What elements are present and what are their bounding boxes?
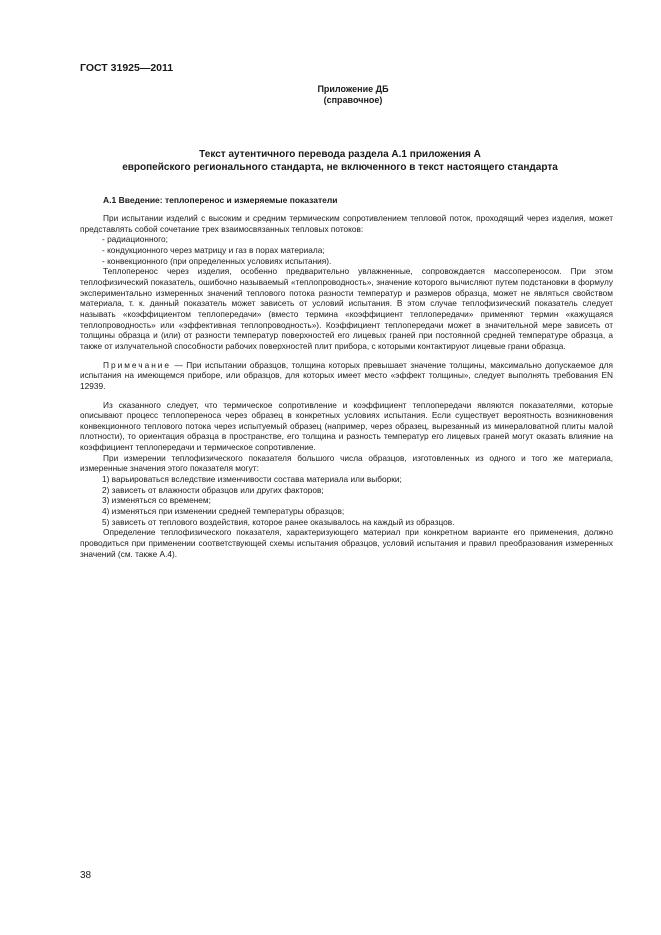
list-item: 2) зависеть от влажности образцов или других факторов; <box>102 484 324 495</box>
variation-list <box>80 474 613 527</box>
paragraph-definition: Определение теплофизического показателя, характеризующего материал при конкретном варианте его применения, должно проводиться при применении соответствующей схемы испытания образцов, условий испытания и правил преобразования измеренных значений (см. также А.4). <box>80 527 613 559</box>
page-number: 38 <box>80 870 92 881</box>
list-item: 4) изменяться при изменении средней температуры образцов; <box>102 506 345 517</box>
body-text <box>80 213 613 559</box>
note <box>80 360 613 392</box>
paragraph-conclusion: Из сказанного следует, что термическое сопротивление и коэффициент теплопередачи являются показателями, которые описывают процесс теплопереноса через образец в конкретных условиях испытания. Если существует вероятность возникновения конвекционного теплового потока через испытуемый образец (например, через образец, вырезанный из минераловатной плиты малой плотности), то ориентация образца в пространстве, его толщина и разность температур его лицевых граней могут оказать влияние на коэффициент теплопередачи и термическое сопротивление. <box>80 399 613 453</box>
list-item: - конвекционного (при определенных условиях испытания). <box>102 255 332 266</box>
title-line-2: европейского регионального стандарта, не включенного в текст настоящего стандарта <box>122 162 558 173</box>
list-item: 3) изменяться со временем; <box>102 495 211 506</box>
note-label: Примечание <box>103 359 172 370</box>
appendix-heading <box>0 84 661 106</box>
list-item: - кондукционного через матрицу и газ в порах материала; <box>102 244 325 255</box>
note-text: — При испытании образцов, толщина которых превышает значение толщины, максимально допускаемое для испытания на имеющемся приборе, или образцов, для которых имеет место «эффект толщины», следует выполнять требования EN 12939. <box>80 359 613 391</box>
list-item: 1) варьироваться вследствие изменчивости состава материала или выборки; <box>102 474 402 485</box>
document-title <box>80 148 600 174</box>
paragraph-heat-transfer: Теплоперенос через изделия, особенно предварительно увлажненные, сопровождается массопереносом. При этом теплофизический показатель, ошибочно называемый «теплопроводность», значение которого вычисляют путем подстановки в формулу экспериментально измеренных значений теплового потока разности температур и размеров образца, может не являться свойством материала, т. к. данный показатель может зависеть от условий испытания. В этом случае теплофизический показатель следует называть «коэффициентом теплопередачи» (вместо термина «коэффициент теплопередачи» применяют термин «кажущаяся теплопроводность» или «эффективная теплопроводность»). Коэффициент теплопередачи может в значительной мере зависеть от толщины образца и (или) от разности температур поверхностей его лицевых граней при постоянной средней температуре образца, а также от излучательной способности рабочих поверхностей плит прибора, с которыми контактируют лицевые грани образца. <box>80 266 613 351</box>
paragraph-intro: При испытании изделий с высоким и средним термическим сопротивлением тепловой поток, проходящий через изделия, может представлять собой сочетание трех взаимосвязанных тепловых потоков: <box>80 213 613 234</box>
document-code: ГОСТ 31925—2011 <box>80 62 174 74</box>
list-item: 5) зависеть от теплового воздействия, которое ранее оказывалось на каждый из образцов. <box>102 516 455 527</box>
paragraph-measurement: При измерении теплофизического показателя большого числа образцов, изготовленных из одного и того же материала, измеренные значения этого показателя могут: <box>80 452 613 474</box>
section-heading: А.1 Введение: теплоперенос и измеряемые показатели <box>103 195 338 205</box>
title-line-1: Текст аутентичного перевода раздела А.1 приложения А <box>199 149 481 160</box>
flow-list <box>80 234 613 266</box>
list-item: - радиационного; <box>102 234 168 245</box>
appendix-subtitle: (справочное) <box>323 95 383 105</box>
appendix-title: Приложение ДБ <box>317 84 389 94</box>
